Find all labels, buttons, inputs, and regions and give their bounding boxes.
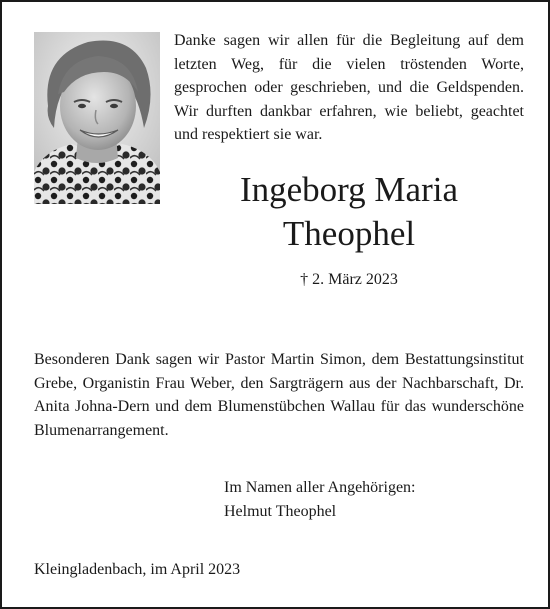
place-and-date: Kleingladenbach, im April 2023	[34, 561, 241, 578]
death-date: † 2. März 2023	[300, 271, 398, 288]
thanks-text: Besonderen Dank sagen wir Pastor Martin Simon, dem Bestattungsinstitut Grebe, Organistin Frau Weber, den Sargträgern aus der Nachbarschaft, Dr. Anita Johna-Dern und dem Blumenstübchen Wallau für das wunderschöne Blumenarrangement.	[34, 351, 524, 439]
intro-text: Danke sagen wir allen für die Begleitung auf dem letzten Weg, für die vielen tröstenden Worte, gesprochen oder geschrieben, und die Geldspenden. Wir durften dankbar erfahren, wie beliebt, geachtet und respektiert sie war.	[174, 32, 524, 143]
signature-name: Helmut Theophel	[224, 503, 337, 520]
portrait-photo	[34, 32, 160, 204]
deceased-name	[174, 168, 524, 256]
deceased-surname: Theophel	[282, 214, 416, 253]
signature-block	[224, 476, 524, 524]
deceased-first-names: Ingeborg Maria	[239, 170, 459, 209]
signature-line: Im Namen aller Angehörigen:	[224, 479, 416, 496]
portrait-image	[34, 32, 160, 204]
